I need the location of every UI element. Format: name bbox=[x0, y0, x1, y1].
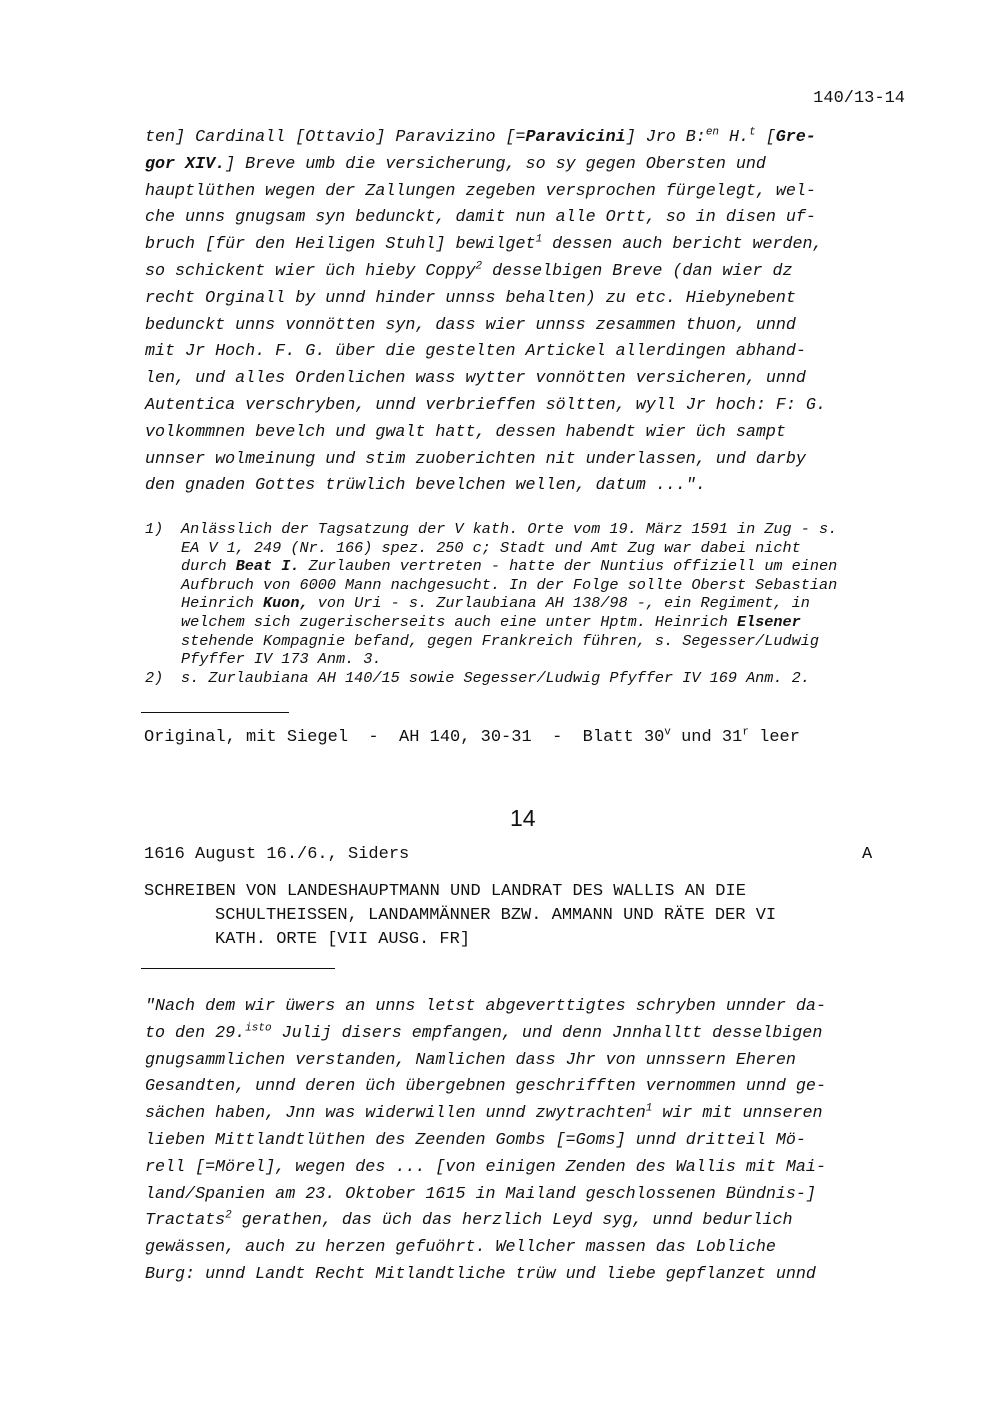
text-line: Burg: unnd Landt Recht Mitlandtliche trüw und liebe gepflanzet unnd bbox=[145, 1264, 816, 1284]
title-separator bbox=[141, 968, 335, 969]
bold-name: gor XIV. bbox=[145, 154, 226, 174]
footnote-1 bbox=[145, 520, 905, 669]
text-line: Autentica verschryben, unnd verbrieffen söltten, wyll Jr hoch: F: G. bbox=[145, 395, 826, 415]
text-line: bruch [für den Heiligen Stuhl] bewilget$^1$ dessen auch bericht werden, bbox=[145, 233, 823, 255]
superscript: t bbox=[749, 126, 756, 139]
title-line: SCHULTHEISSEN, LANDAMMÄNNER BZW. AMMANN UND RÄTE DER VI bbox=[215, 906, 777, 925]
text-line: lieben Mittlandtlüthen des Zeenden Gombs [=Goms] unnd dritteil Mö- bbox=[145, 1130, 806, 1150]
footnote-number: 1) bbox=[145, 520, 164, 538]
text-line: land/Spanien am 23. Oktober 1615 in Mailand geschlossenen Bündnis-] bbox=[145, 1184, 816, 1204]
document-title bbox=[144, 880, 924, 952]
text-line: len, und alles Ordenlichen wass wytter vonnötten versicheren, unnd bbox=[145, 369, 806, 389]
footnote-body bbox=[181, 520, 905, 669]
bold-name: Paravicini bbox=[525, 128, 626, 147]
text-line: sächen haben, Jnn was widerwillen unnd zwytrachten$^1$ wir mit unnseren bbox=[145, 1102, 823, 1124]
page-number: 140/13-14 bbox=[813, 89, 905, 108]
title-line: SCHREIBEN VON LANDESHAUPTMANN UND LANDRAT DES WALLIS AN DIE bbox=[144, 882, 746, 901]
text-line: EA V 1, 249 (Nr. 166) spez. 250 c; Stadt und Amt Zug war dabei nicht bbox=[181, 538, 801, 557]
text-line: unnser wolmeinung und stim zuoberichten nit underlassen, und darby bbox=[145, 449, 806, 469]
letter-continuation bbox=[145, 125, 905, 500]
text-line: gor XIV.] Breve umb die versicherung, so sy gegen Obersten und bbox=[145, 154, 766, 174]
source-note: Original, mit Siegel - AH 140, 30-31 - Blatt 30$^v$ und 31$^r$ leer bbox=[144, 726, 800, 747]
text-line: Anlässlich der Tagsatzung der V kath. Orte vom 19. März 1591 in Zug - s. bbox=[181, 520, 838, 538]
text-line: hauptlüthen wegen der Zallungen zegeben versprochen fürgelegt, wel- bbox=[145, 181, 816, 201]
bold-name: Elsener bbox=[736, 612, 801, 631]
document-type: A bbox=[862, 845, 873, 864]
text-line: recht Orginall by unnd hinder unnss behalten) zu etc. Hiebynebent bbox=[145, 288, 796, 308]
text-line: Heinrich Kuon, von Uri - s. Zurlaubiana AH 138/98 -, ein Regiment, in bbox=[181, 594, 810, 613]
text-line: durch Beat I. Zurlauben vertreten - hatte der Nuntius offiziell um einen bbox=[181, 557, 838, 576]
text-line: Pfyffer IV 173 Anm. 3. bbox=[181, 650, 382, 669]
superscript: en bbox=[705, 126, 720, 139]
footnote-2 bbox=[145, 669, 905, 688]
superscript: 1 bbox=[535, 233, 543, 246]
text-line: ten] Cardinall [Ottavio] Paravizino [=Paravicini] Jro B:$^{en}$ H.$^t$ [Gre- bbox=[145, 126, 816, 147]
text-line: Aufbruch von 6000 Mann nachgesucht. In der Folge sollte Oberst Sebastian bbox=[181, 575, 838, 594]
superscript: 1 bbox=[645, 1102, 653, 1115]
text-line: gnugsammlichen verstanden, Namlichen dass Jhr von unnssern Eheren bbox=[145, 1050, 796, 1070]
text-line: bedunckt unns vonnötten syn, dass wier unnss zesammen thuon, unnd bbox=[145, 315, 796, 335]
text-line: den gnaden Gottes trüwlich bevelchen wellen, datum ...". bbox=[145, 476, 706, 496]
superscript: v bbox=[664, 726, 671, 739]
text-line: welchem sich zugerischerseits auch eine unter Hptm. Heinrich Elsener bbox=[181, 612, 801, 631]
text-line: "Nach dem wir üwers an unns letst abgeverttigtes schryben unnder da- bbox=[145, 997, 826, 1016]
bold-name: Kuon, bbox=[263, 594, 309, 613]
superscript: isto bbox=[245, 1022, 272, 1035]
footnotes bbox=[145, 520, 905, 687]
text-line: rell [=Mörel], wegen des ... [von einigen Zenden des Wallis mit Mai- bbox=[145, 1157, 826, 1177]
title-line: KATH. ORTE [VII AUSG. FR] bbox=[215, 930, 471, 949]
footnote-body bbox=[181, 669, 905, 688]
text-line: s. Zurlaubiana AH 140/15 sowie Segesser/Ludwig Pfyffer IV 169 Anm. 2. bbox=[181, 668, 810, 687]
superscript: r bbox=[742, 726, 749, 739]
footnote-number: 2) bbox=[145, 668, 164, 687]
text-line: stehende Kompagnie befand, gegen Frankreich führen, s. Segesser/Ludwig bbox=[181, 631, 819, 650]
text-line: so schickent wier üch hieby Coppy$^2$ desselbigen Breve (dan wier dz bbox=[145, 260, 793, 281]
superscript: 2 bbox=[475, 260, 483, 273]
document-number: 14 bbox=[510, 805, 536, 831]
document-date-place: 1616 August 16./6., Siders bbox=[144, 845, 410, 864]
letter-body bbox=[145, 994, 905, 1289]
bold-name: Gre- bbox=[775, 128, 816, 147]
text-line: Tractats$^2$ gerathen, das üch das herzlich Leyd syg, unnd bedurlich bbox=[145, 1209, 793, 1231]
text-line: gewässen, auch zu herzen gefuöhrt. Wellcher massen das Lobliche bbox=[145, 1238, 776, 1258]
text-line: volkommnen bevelch und gwalt hatt, dessen habendt wier üch sampt bbox=[145, 422, 786, 442]
text-line: Gesandten, unnd deren üch übergebnen geschrifften vernommen unnd ge- bbox=[145, 1077, 826, 1097]
text-line: mit Jr Hoch. F. G. über die gestelten Artickel allerdingen abhand- bbox=[145, 342, 806, 362]
footnote-separator bbox=[141, 712, 289, 713]
text-line: che unns gnugsam syn bedunckt, damit nun alle Ortt, so in disen uf- bbox=[145, 208, 816, 228]
bold-name: Beat I. bbox=[235, 557, 300, 576]
text-line: to den 29.$^{isto}$ Julij disers empfangen, und denn Jnnhalltt desselbigen bbox=[145, 1022, 823, 1043]
superscript: 2 bbox=[225, 1209, 232, 1222]
